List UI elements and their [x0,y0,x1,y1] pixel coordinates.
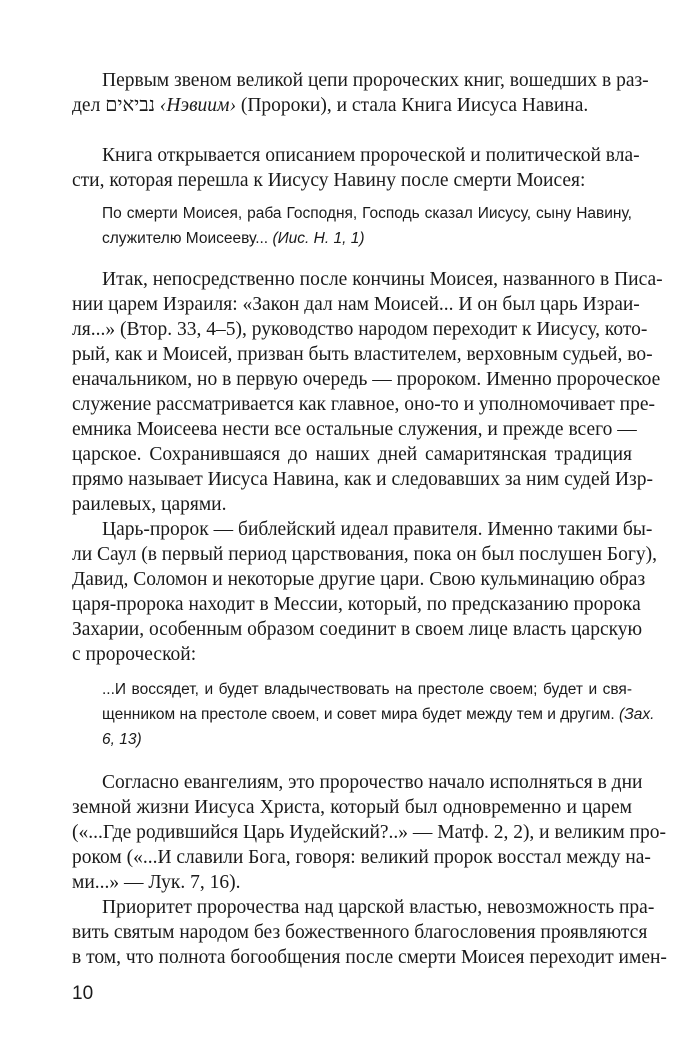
text-line: с пророческой: [72,644,197,665]
text-fragment: дел [72,95,106,116]
page-number: 10 [72,983,94,1004]
paragraph-1 [72,68,649,118]
quote-line [102,226,632,251]
text-line: нии царем Израиля: «Закон дал нам Моисей... И он был царь Израи- [72,294,640,315]
quote-line: По смерти Моисея, раба Господня, Господь сказал Иисусу, сыну Навину, [102,205,632,222]
text-line: сти, которая перешла к Иисусу Навину после смерти Моисея: [72,170,586,191]
paragraph-2 [72,143,640,193]
text-line: роком («...И славили Бога, говоря: великий пророк восстал между на- [72,847,651,868]
text-block [72,68,667,970]
text-line: ли Саул (в первый период царствования, пока он был послушен Богу), [72,544,657,565]
text-line: ми...» — Лук. 7, 16). [72,872,241,893]
text-line: служение рассматривается как главное, оно-то и уполномочивает пре- [72,394,655,415]
paragraph-4 [72,517,657,667]
text-line: ля...» (Втор. 33, 4–5), руководство народом переходит к Иисусу, кото- [72,319,648,340]
text-line: прямо называет Иисуса Навина, как и следовавших за ним судей Изр- [72,469,653,490]
text-line: Согласно евангелиям, это пророчество начало исполняться в дни [102,772,643,793]
quote-reference: 6, 13) [102,731,142,748]
text-line: Царь-пророк — библейский идеал правителя. Именно такими бы- [102,519,653,540]
quote-text: служителю Моисееву... [102,230,269,247]
quote-line: ...И воссядет, и будет владычествовать на престоле своем; будет и свя- [102,681,632,698]
text-line [72,93,632,118]
text-line: в том, что полнота богообщения после смерти Моисея переходит имен- [72,947,667,968]
text-line: царское. Сохранившаяся до наших дней самаритянская традиция [72,444,632,465]
quote-reference: (Иис. Н. 1, 1) [272,230,365,247]
text-line: земной жизни Иисуса Христа, который был одновременно и царем [72,797,632,818]
hebrew-word: נביאים [105,95,156,116]
text-line: Приоритет пророчества над царской властью, невозможность пра- [102,897,655,918]
paragraph-3 [72,267,663,517]
text-line: емника Моисеева нести все остальные служения, и прежде всего — [72,419,637,440]
text-line: Книга открывается описанием пророческой и политической вла- [102,145,640,166]
text-line: Давид, Соломон и некоторые другие цари. Свою кульминацию образ [72,569,646,590]
quote-text: щенником на престоле своем, и совет мира будет между тем и другим. [102,706,615,723]
block-quote-1 [72,201,632,251]
text-line: Первым звеном великой цепи пророческих книг, вошедших в раз- [102,70,649,91]
text-line: вить святым народом без божественного благословения проявляются [72,922,648,943]
text-fragment: (Пророки), и стала Книга Иисуса Навина. [235,95,589,116]
paragraph-5 [72,770,666,895]
paragraph-6 [72,895,667,970]
text-line: («...Где родившийся Царь Иудейский?..» — Матф. 2, 2), и великим про- [72,822,666,843]
transliterated-term: ‹Нэвиим› [159,95,236,116]
block-quote-2 [72,677,655,752]
quote-line [102,702,655,727]
text-line: еначальником, но в первую очередь — пророком. Именно пророческое [72,369,661,390]
text-line: царя-пророка находит в Мессии, который, по предсказанию пророка [72,594,641,615]
quote-reference: (Зах. [619,706,655,723]
text-line: Захарии, особенным образом соединит в своем лице власть царскую [72,619,643,640]
text-line: рый, как и Моисей, призван быть властителем, верховным судьей, во- [72,344,653,365]
text-line: Итак, непосредственно после кончины Моисея, названного в Писа- [102,269,663,290]
text-line: раилевых, царями. [72,494,227,515]
